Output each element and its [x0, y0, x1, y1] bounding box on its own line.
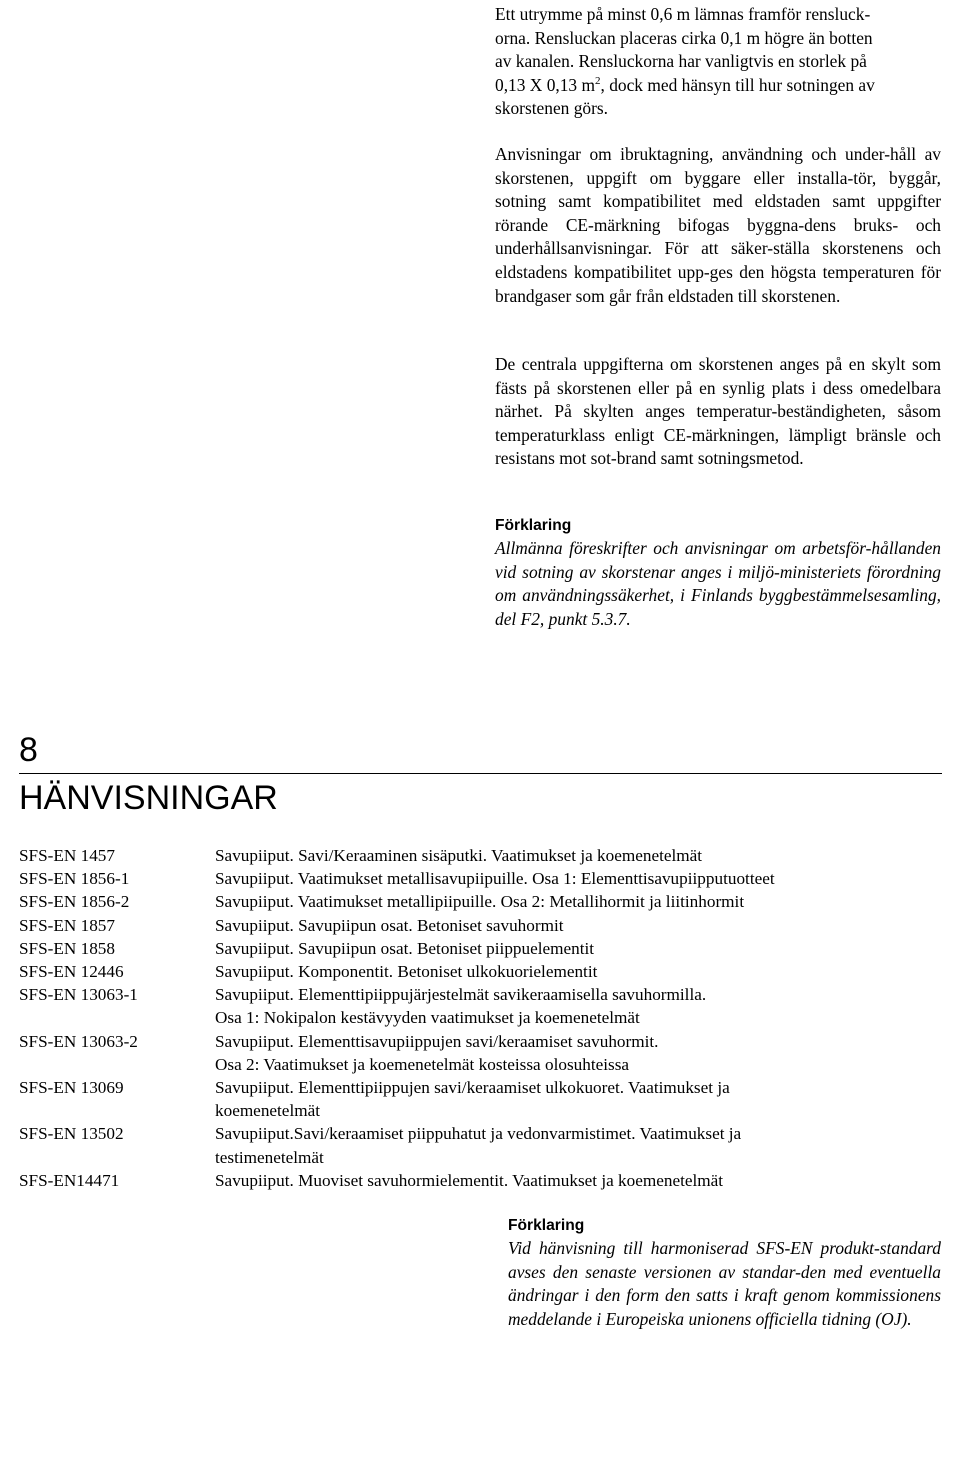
reference-code: SFS-EN14471 [19, 1170, 120, 1190]
reference-code: SFS-EN 12446 [19, 962, 124, 982]
sign-section [495, 353, 941, 471]
reference-note-text: Vid hänvisning till harmoniserad SFS-EN produkt-standard avses den senaste versionen av standar-den med eventuella ändringar i den form den satts i kraft genom kommissionens meddelande i Europeiska unionens officiella tidning (OJ). [508, 1238, 941, 1329]
reference-description: Savupiiput. Vaatimukset metallisavupiipuille. Osa 1: Elementtisavupiipputuotteet [215, 869, 775, 889]
reference-row [19, 1030, 941, 1076]
reference-code: SFS-EN 13502 [19, 1124, 124, 1144]
reference-description-line: koemenetelmät [215, 1101, 320, 1121]
chapter-number: 8 [19, 731, 38, 769]
chapter-divider [19, 773, 942, 774]
reference-row [19, 867, 941, 890]
intro-paragraph [495, 3, 941, 121]
reference-note [508, 1215, 941, 1331]
intro-line: orna. Rensluckan placeras cirka 0,1 m högre än botten [495, 27, 873, 48]
reference-description-line: testimenetelmät [215, 1147, 324, 1167]
reference-description: Savupiiput. Muoviset savuhormielementit. Vaatimukset ja koemenetelmät [215, 1170, 724, 1190]
reference-description [215, 1076, 941, 1122]
reference-description-line: Osa 1: Nokipalon kestävyyden vaatimukset ja koemenetelmät [215, 1008, 640, 1028]
size-line-rest: , dock med hänsyn till hur sotningen av [600, 74, 875, 95]
reference-description-line: Osa 2: Vaatimukset ja koemenetelmät kosteissa olosuhteissa [215, 1054, 630, 1074]
sign-paragraph: De centrala uppgifterna om skorstenen anges på en skylt som fästs på skorstenen eller på en synlig plats i dess omedelbara närhet. På skylten anges temperatur-beständigheten, såsom temperaturklass enligt CE-märkningen, lämpligt bränsle och resistans mot sot-brand samt sotningsmetod. [495, 354, 941, 469]
references-list [19, 844, 941, 1192]
explanation-note [495, 515, 941, 631]
intro-line: skorstenen görs. [495, 98, 609, 119]
reference-code: SFS-EN 1856-2 [19, 892, 130, 912]
reference-code: SFS-EN 13063-2 [19, 1031, 138, 1051]
reference-row [19, 890, 941, 913]
reference-row [19, 844, 941, 867]
reference-description [215, 1122, 941, 1168]
reference-description [215, 1030, 941, 1076]
reference-row [19, 914, 941, 937]
reference-code: SFS-EN 1857 [19, 915, 115, 935]
reference-description-line: Savupiiput. Elementtisavupiippujen savi/keraamiset savuhormit. [215, 1031, 659, 1051]
reference-description: Savupiiput. Savupiipun osat. Betoniset piippuelementit [215, 938, 595, 958]
reference-code: SFS-EN 1856-1 [19, 869, 130, 889]
size-value: 0,13 X 0,13 m [495, 74, 595, 95]
instructions-section [495, 143, 941, 308]
reference-description: Savupiiput. Savupiipun osat. Betoniset savuhormit [215, 915, 564, 935]
reference-description [215, 983, 941, 1029]
reference-description-line: Savupiiput. Elementtipiippujärjestelmät savikeraamisella savuhormilla. [215, 985, 707, 1005]
reference-description: Savupiiput. Vaatimukset metallipiipuille. Osa 2: Metallihormit ja liitinhormit [215, 892, 745, 912]
intro-line: Ett utrymme på minst 0,6 m lämnas framför rensluck- [495, 4, 871, 24]
reference-code: SFS-EN 13063-1 [19, 985, 138, 1005]
explanation-text: Allmänna föreskrifter och anvisningar om arbetsför-hållanden vid sotning av skorstenar anges i miljö-ministeriets förordning om användningssäkerhet, i Finlands byggbestämmelsesamling, del F2, punkt 5.3.7. [495, 538, 941, 629]
reference-code: SFS-EN 1858 [19, 938, 115, 958]
reference-row [19, 983, 941, 1029]
intro-line [495, 74, 941, 98]
reference-description: Savupiiput. Savi/Keraaminen sisäputki. Vaatimukset ja koemenetelmät [215, 846, 703, 865]
reference-row [19, 1122, 941, 1168]
reference-row [19, 1076, 941, 1122]
reference-description-line: Savupiiput.Savi/keraamiset piippuhatut ja vedonvarmistimet. Vaatimukset ja [215, 1124, 742, 1144]
reference-code: SFS-EN 13069 [19, 1078, 124, 1098]
reference-row [19, 1169, 941, 1192]
instructions-paragraph: Anvisningar om ibruktagning, användning och under-håll av skorstenen, uppgift om byggare eller installa-tör, byggår, sotning samt kompatibilitet med eldstaden samt uppgifter rörande CE-märkning bifogas byggna-dens bruks- och underhållsanvisningar. För att säker-ställa skorstenens och eldstadens kompatibilitet upp-ges den högsta temperaturen för brandgaser som går från eldstaden till skorstenen. [495, 144, 941, 306]
chapter-title: HÄNVISNINGAR [19, 779, 278, 817]
reference-note-heading: Förklaring [508, 1217, 585, 1234]
intro-line: av kanalen. Rensluckorna har vanligtvis en storlek på [495, 51, 867, 72]
reference-code: SFS-EN 1457 [19, 846, 115, 865]
explanation-heading: Förklaring [495, 517, 572, 534]
size-superscript: 2 [595, 74, 601, 87]
reference-description-line: Savupiiput. Elementtipiippujen savi/keraamiset ulkokuoret. Vaatimukset ja [215, 1078, 730, 1098]
reference-description: Savupiiput. Komponentit. Betoniset ulkokuorielementit [215, 962, 598, 982]
reference-row [19, 960, 941, 983]
reference-row [19, 937, 941, 960]
